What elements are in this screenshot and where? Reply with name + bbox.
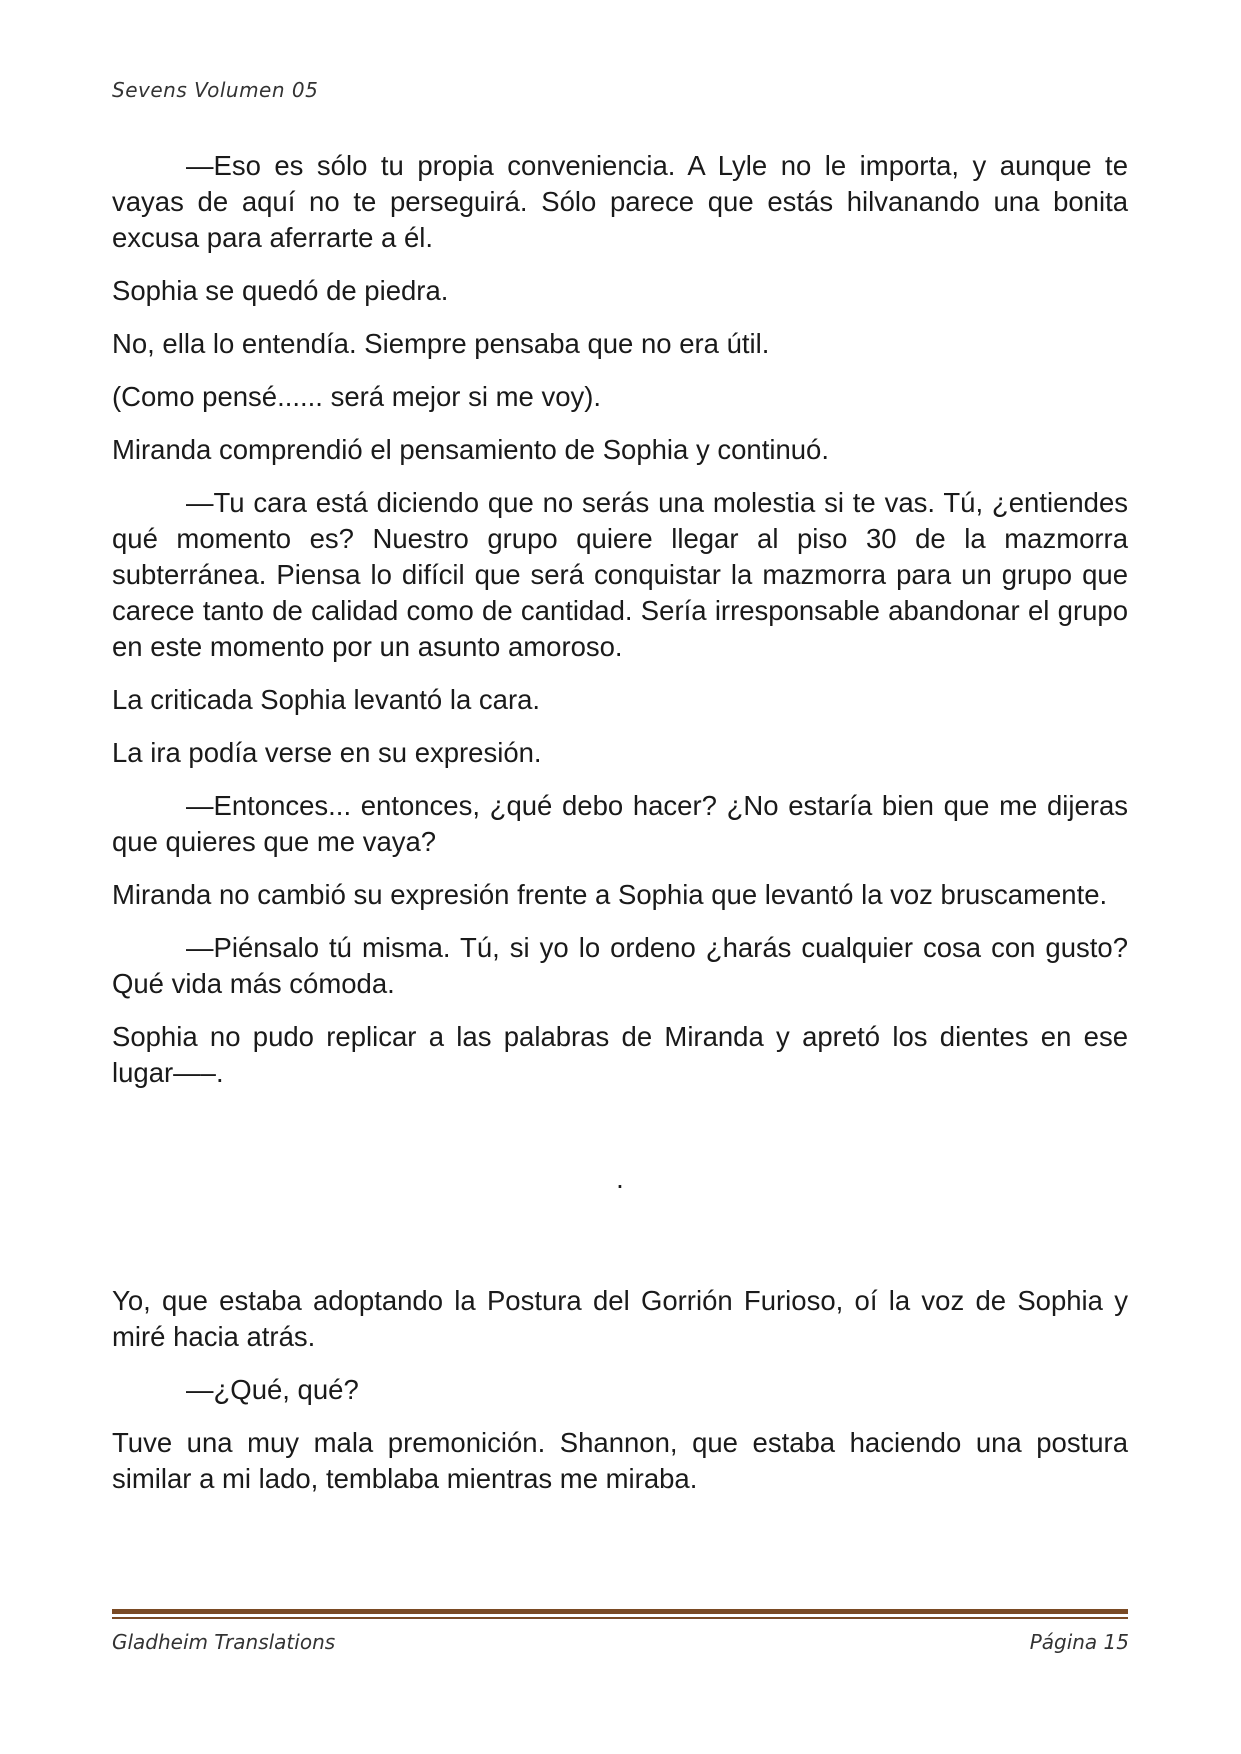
paragraph: Sophia no pudo replicar a las palabras de Miranda y apretó los dientes en ese lugar—–.: [112, 1021, 1128, 1088]
page-number: Página 15: [1029, 1630, 1129, 1654]
paragraph: Yo, que estaba adoptando la Postura del Gorrión Furioso, oí la voz de Sophia y miré hacia atrás.: [112, 1285, 1128, 1352]
paragraph: Miranda no cambió su expresión frente a Sophia que levantó la voz bruscamente.: [112, 879, 1108, 910]
paragraph: —¿Qué, qué?: [186, 1374, 359, 1405]
paragraph: —Tu cara está diciendo que no serás una molestia si te vas. Tú, ¿entiendes qué momento es? Nuestro grupo quiere llegar al piso 30 de la mazmorra subterránea. Piensa lo difícil que será conquistar la mazmorra para un grupo que carece tanto de calidad como de cantidad. Sería irresponsable abandonar el grupo en este momento por un asunto amoroso.: [112, 487, 1128, 662]
footer-rule-thin: [112, 1617, 1128, 1619]
paragraph: La criticada Sophia levantó la cara.: [112, 684, 541, 715]
paragraph: Tuve una muy mala premonición. Shannon, que estaba haciendo una postura similar a mi lado, temblaba mientras me miraba.: [112, 1427, 1128, 1494]
footer-rule-thick: [112, 1609, 1128, 1614]
footer-publisher: Gladheim Translations: [112, 1630, 336, 1654]
body-text: [112, 148, 1128, 1514]
paragraph: —Eso es sólo tu propia conveniencia. A Lyle no le importa, y aunque te vayas de aquí no te perseguirá. Sólo parece que estás hilvanando una bonita excusa para aferrarte a él.: [112, 150, 1128, 253]
paragraph: —Entonces... entonces, ¿qué debo hacer? ¿No estaría bien que me dijeras que quieres que me vaya?: [112, 790, 1128, 857]
scene-break: .: [616, 1163, 624, 1194]
paragraph: La ira podía verse en su expresión.: [112, 737, 542, 768]
paragraph: Sophia se quedó de piedra.: [112, 275, 449, 306]
paragraph: No, ella lo entendía. Siempre pensaba que no era útil.: [112, 328, 770, 359]
paragraph: Miranda comprendió el pensamiento de Sophia y continuó.: [112, 434, 829, 465]
header-title: Sevens Volumen 05: [112, 78, 319, 102]
paragraph: (Como pensé...... será mejor si me voy).: [112, 381, 602, 412]
paragraph: —Piénsalo tú misma. Tú, si yo lo ordeno ¿harás cualquier cosa con gusto? Qué vida más cómoda.: [112, 932, 1128, 999]
